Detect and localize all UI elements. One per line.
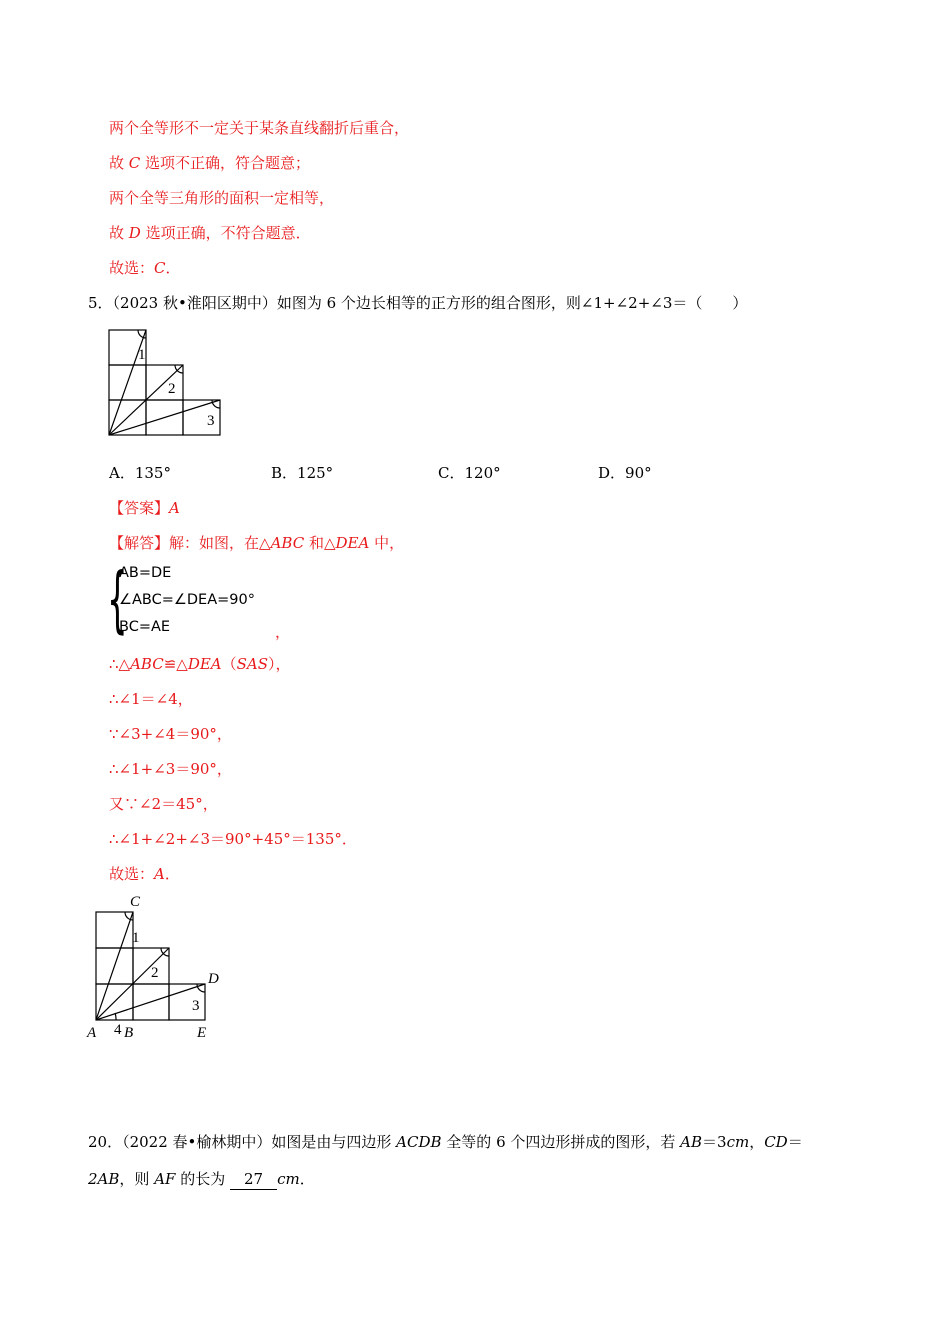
question-source: （2022 春•榆林期中）: [122, 1133, 272, 1151]
point-label-e: E: [197, 1025, 207, 1041]
point-label-d: D: [208, 971, 219, 987]
solution-line: 故选：C．: [109, 259, 181, 277]
point-label-a: A: [87, 1025, 97, 1041]
angle-label-1: 1: [132, 930, 140, 946]
option-a: A．135°: [109, 464, 171, 482]
question-source: （2023 秋•淮阳区期中）: [112, 294, 277, 312]
question-text: 如图为 6 个边长相等的正方形的组合图形，则∠1+∠2+∠3＝（ ）: [276, 294, 748, 312]
system-row: BC=AE: [119, 619, 171, 635]
angle-label-4: 4: [114, 1022, 122, 1038]
solution-line: 两个全等三角形的面积一定相等，: [109, 189, 335, 207]
equation-system: [107, 557, 287, 643]
angle-label-2: 2: [151, 965, 159, 981]
question-20: 20．（2022 春•榆林期中）如图是由与四边形 ACDB 全等的 6 个四边形拼成的图形，若 AB＝3cm，CD＝: [88, 1133, 803, 1151]
point-label-b: B: [124, 1025, 134, 1041]
angle-label-3: 3: [207, 413, 215, 429]
answer-line: [109, 498, 180, 518]
solution-figure: [84, 892, 234, 1044]
question-number: 20．: [88, 1133, 123, 1151]
angle-label-1: 1: [138, 347, 146, 363]
system-row: AB=DE: [119, 565, 172, 581]
step: ∴∠1+∠3＝90°，: [109, 760, 232, 778]
angle-label-2: 2: [168, 381, 176, 397]
step: 又∵∠2＝45°，: [109, 795, 218, 813]
question-5: [88, 293, 747, 313]
system-row: ∠ABC=∠DEA=90°: [119, 592, 255, 608]
answer-tag: 【答案】: [109, 499, 170, 517]
step: ∴∠1+∠2+∠3＝90°+45°＝135°．: [109, 830, 357, 848]
option-b: B．125°: [271, 464, 334, 482]
option-d: D．90°: [598, 464, 652, 482]
angle-label-3: 3: [192, 998, 200, 1014]
step: 故选：A．: [109, 865, 180, 883]
system-comma: ，: [275, 623, 291, 641]
solution-line: 两个全等形不一定关于某条直线翻折后重合，: [109, 119, 410, 137]
solution-line: 故 C 选项不正确，符合题意；: [109, 154, 311, 172]
question-number: 5．: [88, 294, 113, 312]
step: ∵∠3+∠4＝90°，: [109, 725, 232, 743]
question-5-figure: [105, 327, 225, 439]
step: ∴∠1＝∠4，: [109, 690, 193, 708]
step: ∴△ABC≌△DEA（SAS），: [109, 655, 291, 673]
answer-value: A: [169, 499, 180, 517]
solution-intro: 【解答】解：如图，在△ABC 和△DEA 中，: [109, 534, 405, 552]
brace: {: [107, 557, 128, 641]
option-c: C．120°: [438, 464, 501, 482]
solution-line: 故 D 选项正确，不符合题意．: [109, 224, 311, 242]
point-label-c: C: [130, 894, 141, 910]
answer-blank: 27: [230, 1169, 277, 1190]
question-20-line2: 2AB，则 AF 的长为 27 cm．: [88, 1170, 315, 1188]
